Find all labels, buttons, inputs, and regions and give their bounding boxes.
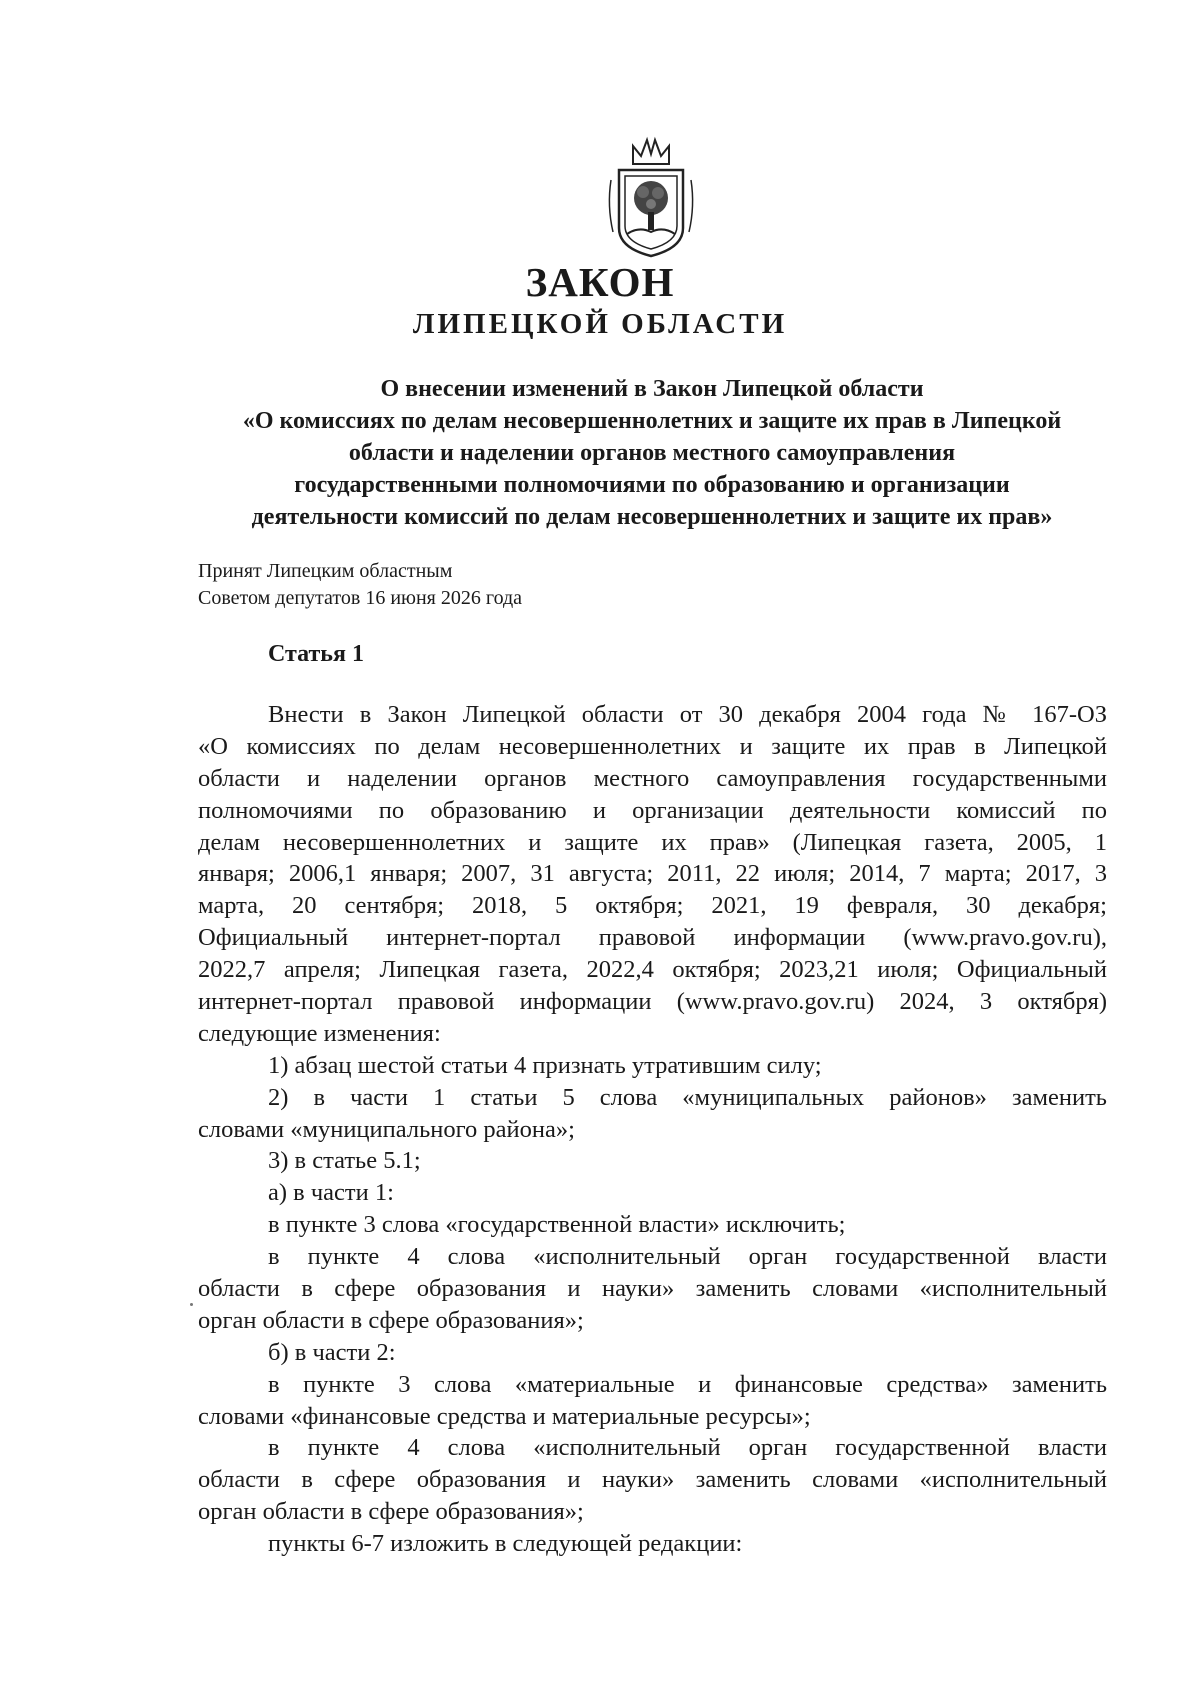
body-line: области в сфере образования и науки» заменить словами «исполнительный [198,1275,1107,1303]
list-item: в пункте 4 слова «исполнительный орган государственной власти [268,1434,1107,1462]
body-line: «О комиссиях по делам несовершеннолетних и защите их прав в Липецкой [198,732,1107,760]
coat-of-arms-icon [603,136,699,260]
body-line: полномочиями по образованию и организации деятельности комиссий по [198,796,1107,824]
body-line: марта, 20 сентября; 2018, 5 октября; 2021, 19 февраля, 30 декабря; [198,892,1107,920]
list-item: а) в части 1: [268,1179,394,1207]
law-region: ЛИПЕЦКОЙ ОБЛАСТИ [412,308,788,340]
body-line: словами «финансовые средства и материальные ресурсы»; [198,1402,811,1430]
adoption-line: Советом депутатов 16 июня 2026 года [198,587,523,609]
law-subject [196,373,1108,533]
body-line: следующие изменения: [198,1019,441,1047]
list-item: б) в части 2: [268,1338,396,1366]
list-item: 3) в статье 5.1; [268,1147,421,1175]
subject-line: области и наделении органов местного самоуправления [348,440,956,466]
body-line: января; 2006,1 января; 2007, 31 августа; 2011, 22 июля; 2014, 7 марта; 2017, 3 [198,860,1107,888]
body-line: орган области в сфере образования»; [198,1498,584,1526]
body-line: Внести в Закон Липецкой области от 30 декабря 2004 года № 167-ОЗ [268,701,1107,728]
list-item: в пункте 3 слова «государственной власти» исключить; [268,1211,846,1239]
adoption-line: Принят Липецким областным [198,560,453,582]
subject-line: деятельности комиссий по делам несовершеннолетних и защите их прав» [251,504,1053,530]
body-line: делам несовершеннолетних и защите их прав» (Липецкая газета, 2005, 1 [198,828,1107,856]
list-item: 1) абзац шестой статьи 4 признать утратившим силу; [268,1051,822,1079]
body-line: словами «муниципального района»; [198,1115,575,1143]
subject-line: О внесении изменений в Закон Липецкой области [380,376,924,402]
subject-line: государственными полномочиями по образованию и организации [294,472,1010,498]
body-line: Официальный интернет-портал правовой информации (www.pravo.gov.ru), [198,924,1107,952]
list-item: в пункте 4 слова «исполнительный орган государственной власти [268,1243,1107,1271]
body-line: орган области в сфере образования»; [198,1306,584,1334]
article-body [198,699,1107,1560]
law-title: ЗАКОН [525,259,675,305]
article-heading: Статья 1 [268,641,364,667]
adoption-note [198,558,522,612]
list-item: в пункте 3 слова «материальные и финансовые средства» заменить [268,1370,1107,1398]
body-line: 2022,7 апреля; Липецкая газета, 2022,4 октября; 2023,21 июля; Официальный [198,956,1107,984]
list-item: пункты 6-7 изложить в следующей редакции: [268,1530,743,1558]
scan-speck [190,1303,193,1306]
body-line: интернет-портал правовой информации (www.pravo.gov.ru) 2024, 3 октября) [198,988,1107,1016]
subject-line: «О комиссиях по делам несовершеннолетних и защите их прав в Липецкой [242,408,1062,434]
list-item: 2) в части 1 статьи 5 слова «муниципальных районов» заменить [268,1083,1107,1111]
body-line: области в сфере образования и науки» заменить словами «исполнительный [198,1466,1107,1494]
body-line: области и наделении органов местного самоуправления государственными [198,764,1107,792]
